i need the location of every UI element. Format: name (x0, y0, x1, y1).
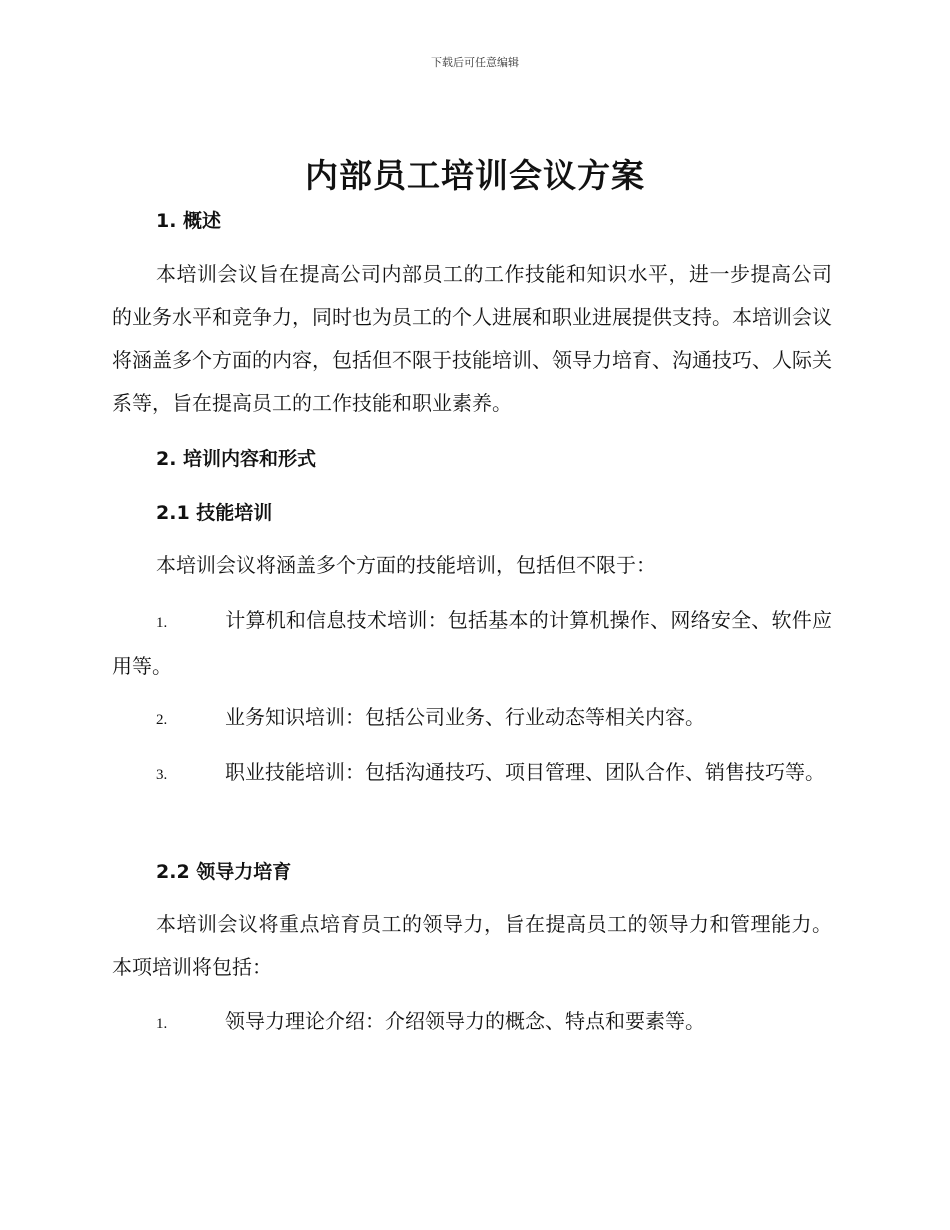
skills-intro-paragraph: 本培训会议将涵盖多个方面的技能培训，包括但不限于： (156, 553, 656, 577)
section-heading-content: 2. 培训内容和形式 (156, 448, 317, 470)
list-item-text: 领导力理论介绍：介绍领导力的概念、特点和要素等。 (225, 1009, 705, 1033)
list-item-number: 1. (156, 615, 168, 631)
list-item-number: 3. (156, 767, 168, 783)
list-item (112, 599, 832, 688)
list-item-text: 计算机和信息技术培训：包括基本的计算机操作、网络安全、软件应用等。 (112, 608, 832, 678)
list-item (112, 751, 832, 797)
list-item-number: 1. (156, 1016, 168, 1032)
list-item (112, 1000, 832, 1046)
list-item-number: 2. (156, 712, 168, 728)
leadership-intro-paragraph: 本培训会议将重点培育员工的领导力，旨在提高员工的领导力和管理能力。本项培训将包括： (112, 912, 832, 979)
list-item-text: 职业技能培训：包括沟通技巧、项目管理、团队合作、销售技巧等。 (225, 760, 825, 784)
section-heading-leadership: 2.2 领导力培育 (156, 861, 292, 883)
section-heading-skills: 2.1 技能培训 (156, 502, 273, 524)
list-item-text: 业务知识培训：包括公司业务、行业动态等相关内容。 (225, 705, 705, 729)
section-heading-overview: 1. 概述 (156, 210, 222, 232)
list-item (112, 696, 832, 742)
header-note: 下载后可任意编辑 (431, 56, 519, 69)
overview-paragraph: 本培训会议旨在提高公司内部员工的工作技能和知识水平，进一步提高公司的业务水平和竞争力，同时也为员工的个人进展和职业进展提供支持。本培训会议将涵盖多个方面的内容，包括但不限于技能培训、领导力培育、沟通技巧、人际关系等，旨在提高员工的工作技能和职业素养。 (112, 262, 832, 415)
document-title: 内部员工培训会议方案 (305, 156, 645, 195)
